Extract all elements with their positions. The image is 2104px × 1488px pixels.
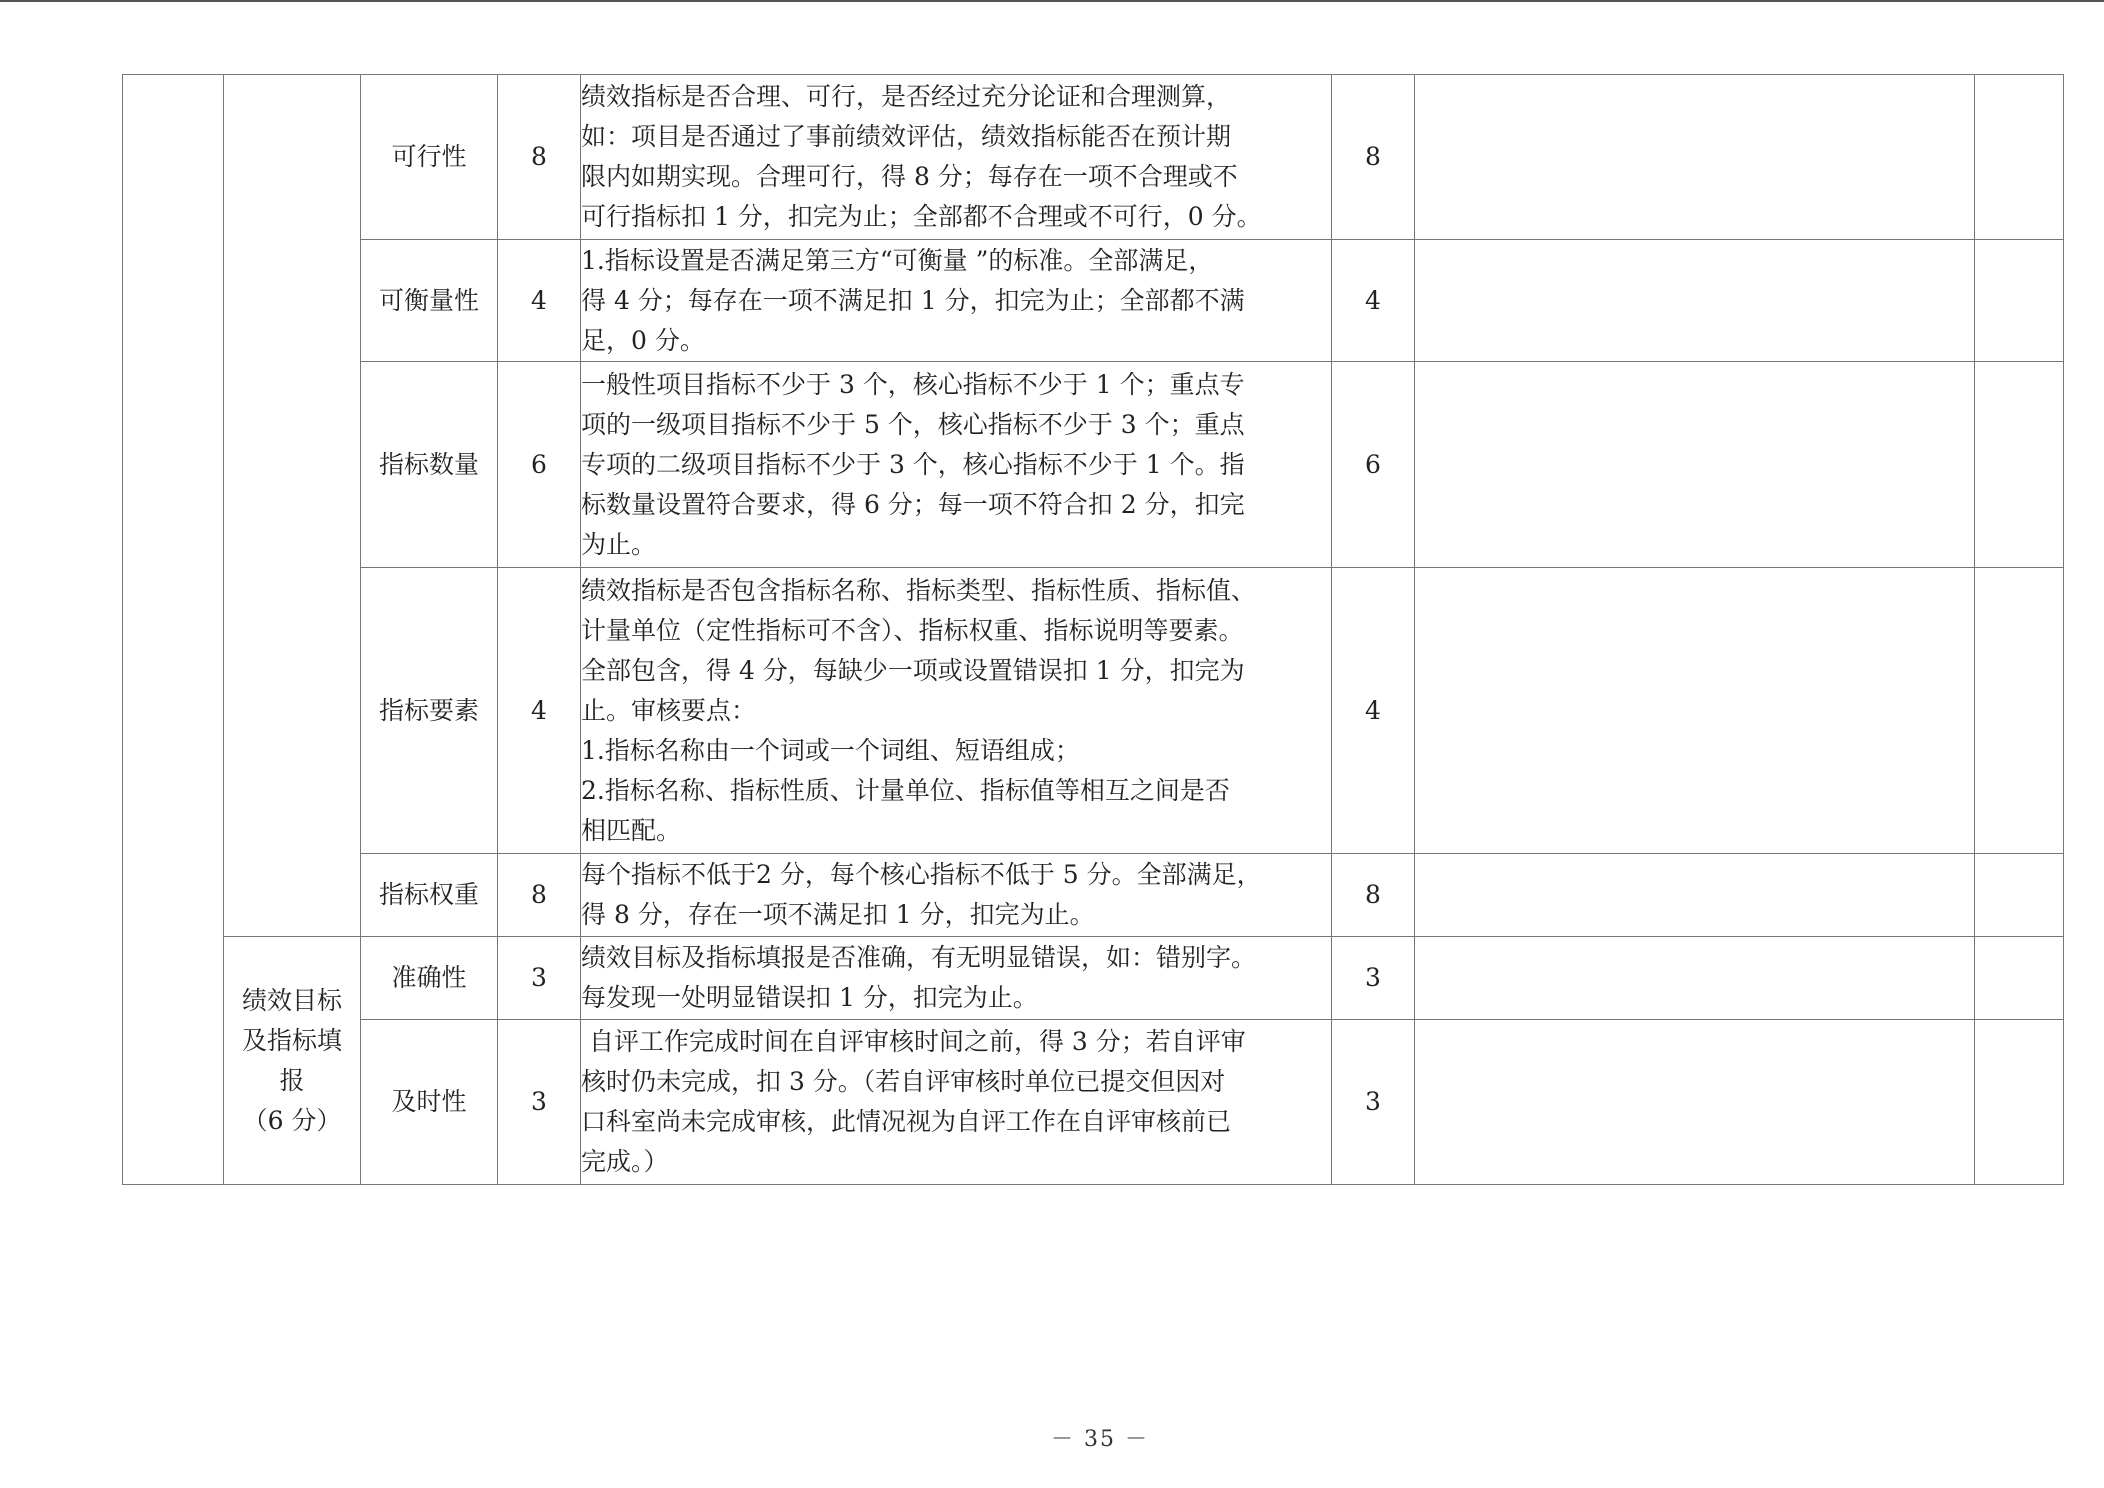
top-border-line: [0, 0, 2104, 2]
table-row: [123, 568, 2064, 854]
level1-cell: [123, 75, 224, 1185]
notes-cell: [1415, 362, 1975, 568]
criteria-line: 自评工作完成时间在自评审核时间之前，得 3 分；若自评审: [581, 1027, 1246, 1056]
criteria-line: 如：项目是否通过了事前绩效评估，绩效指标能否在预计期: [581, 122, 1232, 151]
criteria-line: 标数量设置符合要求，得 6 分；每一项不符合扣 2 分，扣完: [581, 489, 1245, 519]
notes-cell: [1415, 937, 1975, 1020]
indicator-score: 8: [1332, 75, 1415, 240]
group-label-line: 绩效目标: [241, 985, 342, 1015]
notes-cell: [1415, 854, 1975, 937]
table-row: [123, 240, 2064, 362]
indicator-criteria: [581, 937, 1332, 1020]
indicator-weight: 3: [498, 1020, 581, 1185]
criteria-line: 计量单位（定性指标可不含）、指标权重、指标说明等要素。: [581, 615, 1244, 645]
indicator-score: 3: [1332, 1020, 1415, 1185]
criteria-line: 每个指标不低于2 分，每个核心指标不低于 5 分。全部满足，: [581, 860, 1262, 889]
criteria-line: 完成。）: [581, 1147, 669, 1176]
criteria-line: 为止。: [581, 529, 657, 559]
indicator-name: 准确性: [361, 937, 498, 1020]
extra-cell: [1975, 75, 2064, 240]
criteria-line: 足，0 分。: [581, 325, 705, 355]
notes-cell: [1415, 240, 1975, 362]
evaluation-table: [122, 74, 2064, 1185]
criteria-line: 专项的二级项目指标不少于 3 个，核心指标不少于 1 个。指: [581, 449, 1245, 479]
indicator-name: 指标数量: [361, 362, 498, 568]
group-label-line: 报: [279, 1065, 305, 1095]
indicator-criteria: [581, 854, 1332, 937]
table-row: [123, 937, 2064, 1020]
indicator-name: 指标要素: [361, 568, 498, 854]
criteria-line: 止。审核要点：: [581, 695, 757, 725]
criteria-line: 口科室尚未完成审核，此情况视为自评工作在自评审核前已: [581, 1107, 1232, 1136]
indicator-name: 可行性: [361, 75, 498, 240]
indicator-criteria: [581, 362, 1332, 568]
criteria-line: 1.指标设置是否满足第三方“可衡量 ”的标准。全部满足，: [581, 245, 1214, 275]
indicator-weight: 4: [498, 240, 581, 362]
indicator-criteria: [581, 568, 1332, 854]
indicator-criteria: [581, 75, 1332, 240]
indicator-score: 3: [1332, 937, 1415, 1020]
table-row: [123, 362, 2064, 568]
notes-cell: [1415, 568, 1975, 854]
table-row: [123, 75, 2064, 240]
criteria-line: 核时仍未完成，扣 3 分。（若自评审核时单位已提交但因对: [581, 1067, 1226, 1096]
indicator-name: 指标权重: [361, 854, 498, 937]
indicator-weight: 8: [498, 75, 581, 240]
group-label-cell: [224, 937, 361, 1185]
extra-cell: [1975, 240, 2064, 362]
criteria-line: 2.指标名称、指标性质、计量单位、指标值等相互之间是否: [581, 775, 1230, 805]
criteria-line: 限内如期实现。合理可行，得 8 分；每存在一项不合理或不: [581, 162, 1238, 191]
notes-cell: [1415, 75, 1975, 240]
extra-cell: [1975, 1020, 2064, 1185]
indicator-weight: 8: [498, 854, 581, 937]
criteria-line: 得 4 分；每存在一项不满足扣 1 分，扣完为止；全部都不满: [581, 285, 1245, 315]
criteria-line: 得 8 分，存在一项不满足扣 1 分，扣完为止。: [581, 900, 1095, 929]
extra-cell: [1975, 854, 2064, 937]
level2-cell: [224, 75, 361, 937]
indicator-criteria: [581, 1020, 1332, 1185]
indicator-score: 4: [1332, 568, 1415, 854]
criteria-line: 1.指标名称由一个词或一个词组、短语组成；: [581, 735, 1080, 765]
criteria-line: 绩效指标是否包含指标名称、指标类型、指标性质、指标值、: [581, 575, 1257, 605]
extra-cell: [1975, 568, 2064, 854]
indicator-score: 6: [1332, 362, 1415, 568]
notes-cell: [1415, 1020, 1975, 1185]
indicator-score: 8: [1332, 854, 1415, 937]
indicator-name: 及时性: [361, 1020, 498, 1185]
indicator-criteria: [581, 240, 1332, 362]
criteria-line: 相匹配。: [581, 815, 682, 845]
indicator-score: 4: [1332, 240, 1415, 362]
group-label-line: 及指标填: [241, 1025, 342, 1055]
criteria-line: 绩效指标是否合理、可行，是否经过充分论证和合理测算，: [581, 82, 1232, 111]
criteria-line: 每发现一处明显错误扣 1 分，扣完为止。: [581, 983, 1038, 1012]
criteria-line: 可行指标扣 1 分，扣完为止；全部都不合理或不可行，0 分。: [581, 202, 1262, 231]
indicator-name: 可衡量性: [361, 240, 498, 362]
criteria-line: 全部包含，得 4 分，每缺少一项或设置错误扣 1 分，扣完为: [581, 655, 1245, 685]
group-label-line: （6 分）: [242, 1105, 342, 1135]
criteria-line: 一般性项目指标不少于 3 个，核心指标不少于 1 个；重点专: [581, 369, 1245, 399]
indicator-weight: 6: [498, 362, 581, 568]
table-row: [123, 854, 2064, 937]
indicator-weight: 4: [498, 568, 581, 854]
table-row: [123, 1020, 2064, 1185]
criteria-line: 项的一级项目指标不少于 5 个，核心指标不少于 3 个；重点: [581, 409, 1245, 439]
extra-cell: [1975, 937, 2064, 1020]
page-number: － 35 －: [1051, 1427, 1149, 1452]
extra-cell: [1975, 362, 2064, 568]
criteria-line: 绩效目标及指标填报是否准确，有无明显错误，如：错别字。: [581, 943, 1257, 972]
indicator-weight: 3: [498, 937, 581, 1020]
